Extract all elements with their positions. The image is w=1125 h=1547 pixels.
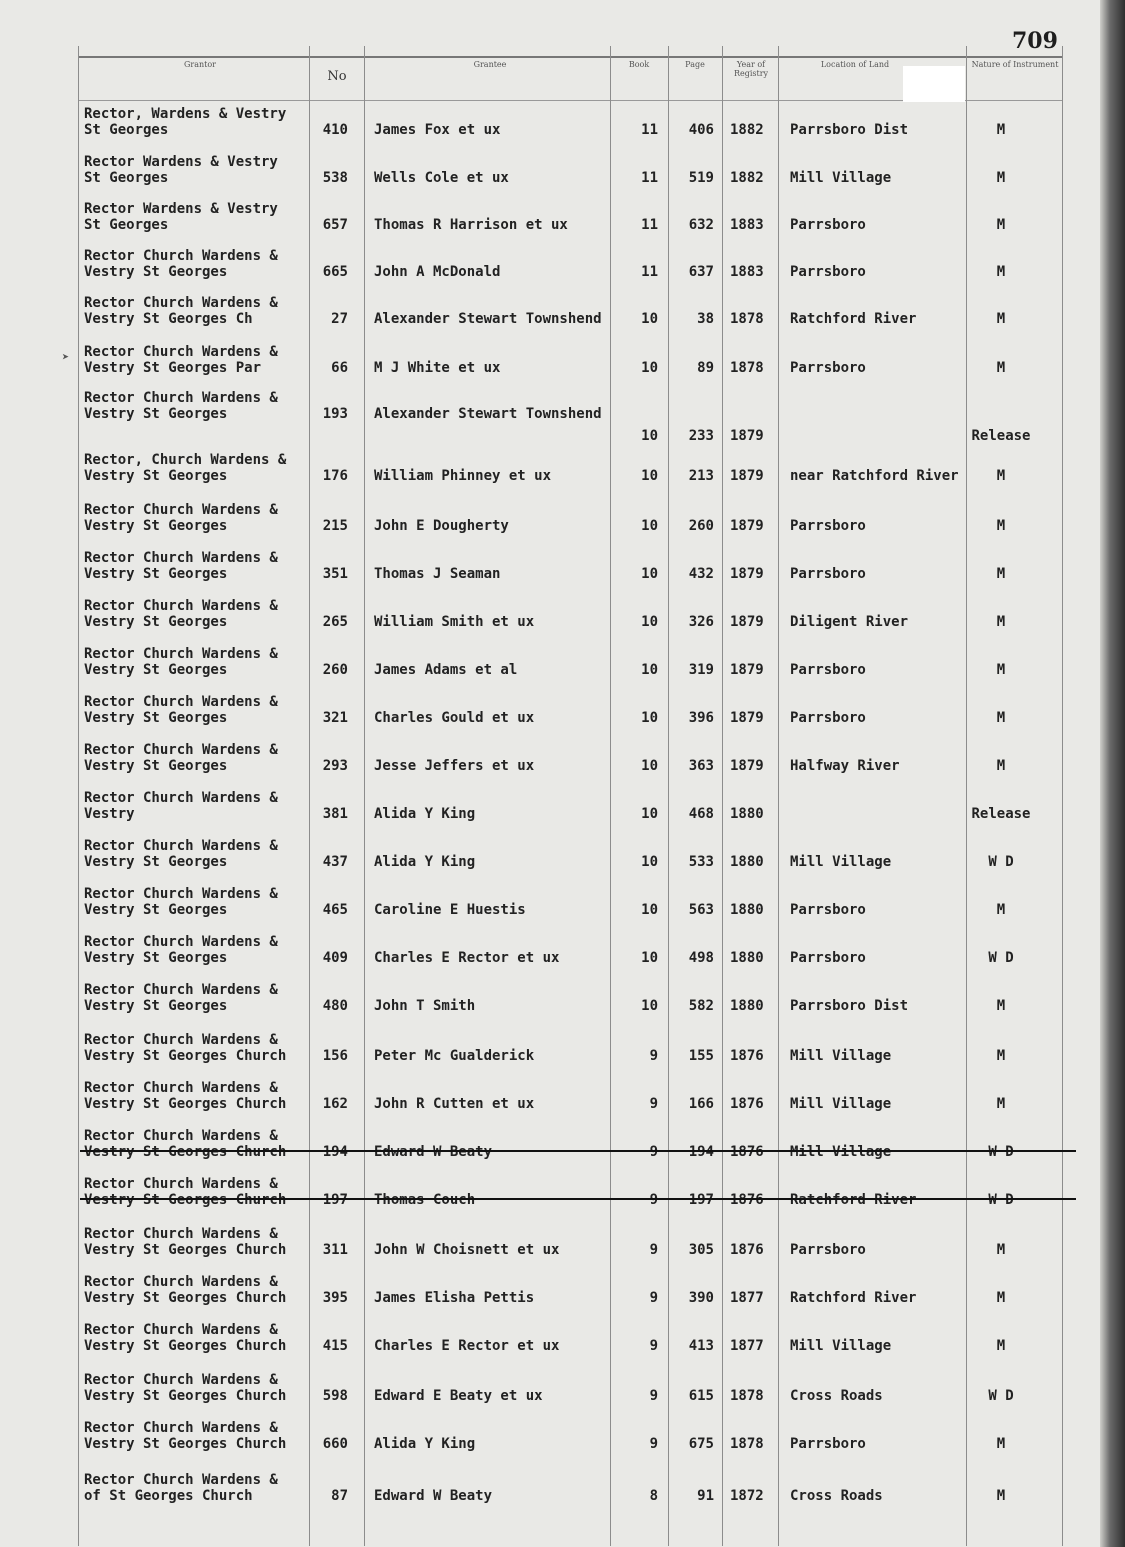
cell-nature: M [996,1048,1006,1064]
cell-no: 194 [322,1144,348,1160]
cell-grantee: James Elisha Pettis [374,1290,535,1306]
cell-nature: M [996,1096,1006,1112]
cell-year: 1879 [730,614,764,630]
cell-grantee: Alida Y King [374,806,476,822]
cell-book: 10 [641,360,658,376]
cell-page: 155 [688,1048,714,1064]
cell-nature: M [996,614,1006,630]
cell-grantee: William Phinney et ux [374,468,552,484]
cell-grantee: Peter Mc Gualderick [374,1048,535,1064]
cell-book: 11 [641,122,658,138]
cell-no: 311 [322,1242,348,1258]
cell-year: 1879 [730,428,764,444]
cell-page: 632 [688,217,714,233]
cell-grantor: Rector Church Wardens & Vestry St Georges [84,742,278,774]
cell-year: 1882 [730,170,764,186]
cell-grantor: Rector Church Wardens & Vestry St Georges [84,502,278,534]
cell-grantor: Rector Church Wardens & Vestry St Georges Church [84,1032,287,1064]
cell-grantor: Rector Church Wardens & Vestry St Georges Church [84,1322,287,1354]
cell-page: 533 [688,854,714,870]
cell-grantee: Alida Y King [374,854,476,870]
cell-book: 10 [641,710,658,726]
cell-year: 1883 [730,264,764,280]
cell-year: 1880 [730,902,764,918]
cell-page: 390 [688,1290,714,1306]
cell-page: 213 [688,468,714,484]
cell-page: 615 [688,1388,714,1404]
cell-no: 260 [322,662,348,678]
cell-book: 11 [641,217,658,233]
cell-year: 1880 [730,806,764,822]
cell-location: Parrsboro [790,566,866,582]
cell-nature: M [996,710,1006,726]
cell-year: 1877 [730,1338,764,1354]
cell-grantee: William Smith et ux [374,614,535,630]
cell-no: 409 [322,950,348,966]
cell-grantee: Thomas R Harrison et ux [374,217,568,233]
cell-year: 1879 [730,662,764,678]
cell-nature: W D [988,1192,1014,1208]
cell-grantee: Alida Y King [374,1436,476,1452]
cell-year: 1879 [730,468,764,484]
cell-nature: M [996,1436,1006,1452]
cell-nature: Release [971,806,1031,822]
cell-page: 319 [688,662,714,678]
cell-grantor: Rector Church Wardens & Vestry St Georges [84,598,278,630]
cell-location: Cross Roads [790,1388,883,1404]
cell-location: Parrsboro [790,518,866,534]
cell-book: 10 [641,758,658,774]
cell-year: 1878 [730,360,764,376]
cell-grantor: Rector Church Wardens & Vestry St Georges Ch [84,295,278,327]
cell-location: Parrsboro [790,1242,866,1258]
cell-location: Mill Village [790,1144,892,1160]
header-grantee: Grantee [473,60,507,69]
cell-grantor: Rector Church Wardens & Vestry St Georges Church [84,1420,287,1452]
cell-no: 598 [322,1388,348,1404]
cell-grantee: Jesse Jeffers et ux [374,758,535,774]
header-grantor: Grantor [184,60,216,69]
cell-location: Mill Village [790,1048,892,1064]
cell-location: Mill Village [790,1096,892,1112]
cell-no: 657 [322,217,348,233]
cell-year: 1876 [730,1048,764,1064]
cell-page: 675 [688,1436,714,1452]
cell-no: 197 [322,1192,348,1208]
cell-page: 260 [688,518,714,534]
cell-no: 293 [322,758,348,774]
cell-year: 1876 [730,1096,764,1112]
margin-mark: ➤ [62,350,70,364]
cell-grantee: James Adams et al [374,662,518,678]
cell-page: 498 [688,950,714,966]
cell-no: 381 [322,806,348,822]
cell-book: 9 [649,1290,658,1306]
column-rule [668,46,669,1546]
cell-location: Diligent River [790,614,909,630]
cell-page: 91 [697,1488,714,1504]
cell-book: 10 [641,468,658,484]
header-year: Year of Registry [733,60,769,78]
cell-grantor: Rector, Church Wardens & Vestry St Georges [84,452,287,484]
cell-grantor: Rector Church Wardens & Vestry St Georges Church [84,1274,287,1306]
cell-location: Parrsboro [790,662,866,678]
cell-grantee: M J White et ux [374,360,501,376]
cell-year: 1878 [730,1388,764,1404]
cell-no: 27 [331,311,348,327]
cell-no: 321 [322,710,348,726]
cell-grantor: Rector Church Wardens & Vestry St Georges [84,694,278,726]
cell-location: Ratchford River [790,311,917,327]
cell-no: 410 [322,122,348,138]
cell-grantor: Rector Church Wardens & Vestry St Georges [84,248,278,280]
cell-nature: M [996,758,1006,774]
page-number: 709 [1012,28,1058,54]
cell-book: 9 [649,1388,658,1404]
cell-book: 11 [641,264,658,280]
cell-nature: M [996,518,1006,534]
cell-grantee: John W Choisnett et ux [374,1242,560,1258]
cell-grantor: Rector Church Wardens & Vestry St Georges [84,390,278,422]
cell-page: 305 [688,1242,714,1258]
cell-no: 215 [322,518,348,534]
cell-book: 10 [641,428,658,444]
cell-nature: M [996,122,1006,138]
cell-book: 11 [641,170,658,186]
cell-grantor: Rector Church Wardens & of St Georges Church [84,1472,278,1504]
cell-page: 519 [688,170,714,186]
cell-nature: W D [988,1388,1014,1404]
header-nature: Nature of Instrument [971,60,1059,69]
cell-grantee: James Fox et ux [374,122,501,138]
cell-page: 197 [688,1192,714,1208]
cell-grantor: Rector Church Wardens & Vestry [84,790,278,822]
cell-year: 1877 [730,1290,764,1306]
cell-grantee: John E Dougherty [374,518,509,534]
cell-grantee: Alexander Stewart Townshend [374,406,602,422]
cell-book: 10 [641,662,658,678]
cell-nature: M [996,360,1006,376]
strikethrough-line [80,1150,1076,1152]
cell-grantor: Rector Church Wardens & Vestry St Georges Church [84,1226,287,1258]
cell-book: 9 [649,1144,658,1160]
header-location: Location of Land [820,60,890,69]
cell-location: Parrsboro Dist [790,998,909,1014]
cell-grantor: Rector Church Wardens & Vestry St Georges Par [84,344,278,376]
cell-year: 1876 [730,1144,764,1160]
cell-book: 10 [641,902,658,918]
cell-year: 1879 [730,566,764,582]
column-rule [1062,46,1063,1546]
cell-no: 665 [322,264,348,280]
cell-no: 87 [331,1488,348,1504]
cell-book: 10 [641,518,658,534]
cell-location: Cross Roads [790,1488,883,1504]
cell-location: Mill Village [790,170,892,186]
cell-no: 415 [322,1338,348,1354]
cell-nature: M [996,468,1006,484]
cell-year: 1876 [730,1242,764,1258]
cell-page: 38 [697,311,714,327]
header-no: No [327,69,347,84]
cell-book: 8 [649,1488,658,1504]
cell-book: 10 [641,614,658,630]
cell-grantee: Edward E Beaty et ux [374,1388,543,1404]
cell-page: 233 [688,428,714,444]
cell-nature: W D [988,854,1014,870]
cell-book: 10 [641,854,658,870]
cell-nature: W D [988,1144,1014,1160]
column-rule [309,46,310,1546]
cell-no: 176 [322,468,348,484]
cell-page: 326 [688,614,714,630]
cell-year: 1882 [730,122,764,138]
cell-grantee: Caroline E Huestis [374,902,526,918]
cell-no: 265 [322,614,348,630]
column-rule [966,46,967,1546]
cell-nature: M [996,1338,1006,1354]
cell-page: 468 [688,806,714,822]
cell-nature: M [996,1488,1006,1504]
cell-nature: Release [971,428,1031,444]
cell-year: 1879 [730,518,764,534]
cell-page: 363 [688,758,714,774]
cell-nature: M [996,566,1006,582]
cell-location: Mill Village [790,854,892,870]
cell-grantor: Rector Church Wardens & Vestry St Georges [84,646,278,678]
cell-grantee: Charles E Rector et ux [374,950,560,966]
cell-book: 10 [641,950,658,966]
cell-no: 156 [322,1048,348,1064]
cell-no: 660 [322,1436,348,1452]
header-page: Page [685,60,705,69]
cell-book: 10 [641,998,658,1014]
cell-page: 406 [688,122,714,138]
cell-grantee: Wells Cole et ux [374,170,509,186]
cell-grantee: Edward W Beaty [374,1488,493,1504]
cell-year: 1878 [730,1436,764,1452]
cell-book: 10 [641,566,658,582]
cell-page: 432 [688,566,714,582]
column-rule [78,46,79,1546]
cell-grantor: Rector Wardens & Vestry St Georges [84,154,278,186]
cell-no: 480 [322,998,348,1014]
cell-book: 9 [649,1096,658,1112]
cell-page: 89 [697,360,714,376]
cell-nature: M [996,1242,1006,1258]
cell-year: 1879 [730,758,764,774]
cell-year: 1883 [730,217,764,233]
cell-location: Parrsboro [790,710,866,726]
cell-no: 66 [331,360,348,376]
cell-page: 396 [688,710,714,726]
book-edge [1100,0,1125,1547]
column-rule [610,46,611,1546]
cell-location: Ratchford River [790,1192,917,1208]
cell-book: 10 [641,311,658,327]
cell-year: 1880 [730,998,764,1014]
cell-book: 9 [649,1242,658,1258]
cell-no: 538 [322,170,348,186]
cell-location: Parrsboro [790,950,866,966]
cell-grantor: Rector Church Wardens & Vestry St Georges [84,934,278,966]
cell-page: 563 [688,902,714,918]
cell-page: 637 [688,264,714,280]
cell-grantee: Charles Gould et ux [374,710,535,726]
cell-location: Parrsboro [790,360,866,376]
cell-no: 395 [322,1290,348,1306]
cell-grantor: Rector Church Wardens & Vestry St Georges [84,838,278,870]
cell-book: 10 [641,806,658,822]
cell-location: Parrsboro Dist [790,122,909,138]
cell-year: 1876 [730,1192,764,1208]
cell-book: 9 [649,1192,658,1208]
cell-nature: M [996,1290,1006,1306]
cell-grantor: Rector, Wardens & Vestry St Georges [84,106,287,138]
cell-grantee: Thomas Couch [374,1192,476,1208]
cell-grantor: Rector Church Wardens & Vestry St Georges [84,550,278,582]
cell-location: Parrsboro [790,217,866,233]
cell-book: 9 [649,1436,658,1452]
cell-grantor: Rector Church Wardens & Vestry St Georges Church [84,1080,287,1112]
cell-nature: M [996,902,1006,918]
cell-year: 1878 [730,311,764,327]
cell-no: 437 [322,854,348,870]
cell-grantor: Rector Church Wardens & Vestry St Georges Church [84,1176,287,1208]
cell-book: 9 [649,1338,658,1354]
cell-grantee: John R Cutten et ux [374,1096,535,1112]
cell-grantor: Rector Church Wardens & Vestry St Georges [84,886,278,918]
cell-year: 1880 [730,854,764,870]
cell-grantee: Alexander Stewart Townshend [374,311,602,327]
cell-no: 351 [322,566,348,582]
redaction-patch [903,66,965,102]
cell-nature: M [996,217,1006,233]
cell-grantor: Rector Church Wardens & Vestry St Georges Church [84,1128,287,1160]
column-rule [778,46,779,1546]
cell-no: 465 [322,902,348,918]
cell-nature: M [996,662,1006,678]
cell-nature: M [996,170,1006,186]
cell-page: 194 [688,1144,714,1160]
cell-grantee: Edward W Beaty [374,1144,493,1160]
cell-year: 1872 [730,1488,764,1504]
cell-location: Mill Village [790,1338,892,1354]
column-rule [722,46,723,1546]
cell-nature: M [996,264,1006,280]
strikethrough-line [80,1198,1076,1200]
cell-location: Halfway River [790,758,900,774]
cell-year: 1880 [730,950,764,966]
cell-grantor: Rector Church Wardens & Vestry St Georges [84,982,278,1014]
header-top-rule [78,56,1062,58]
cell-no: 193 [322,406,348,422]
cell-nature: M [996,998,1006,1014]
cell-nature: W D [988,950,1014,966]
cell-grantee: Charles E Rector et ux [374,1338,560,1354]
cell-page: 413 [688,1338,714,1354]
cell-book: 9 [649,1048,658,1064]
cell-grantee: John T Smith [374,998,476,1014]
cell-grantor: Rector Church Wardens & Vestry St Georges Church [84,1372,287,1404]
cell-no: 162 [322,1096,348,1112]
cell-location: Parrsboro [790,1436,866,1452]
cell-location: Ratchford River [790,1290,917,1306]
cell-grantee: Thomas J Seaman [374,566,501,582]
header-book: Book [628,60,650,69]
cell-nature: M [996,311,1006,327]
column-rule [364,46,365,1546]
cell-page: 582 [688,998,714,1014]
cell-year: 1879 [730,710,764,726]
cell-page: 166 [688,1096,714,1112]
cell-location: Parrsboro [790,264,866,280]
cell-location: near Ratchford River [790,468,959,484]
cell-grantor: Rector Wardens & Vestry St Georges [84,201,278,233]
cell-grantee: John A McDonald [374,264,501,280]
cell-location: Parrsboro [790,902,866,918]
